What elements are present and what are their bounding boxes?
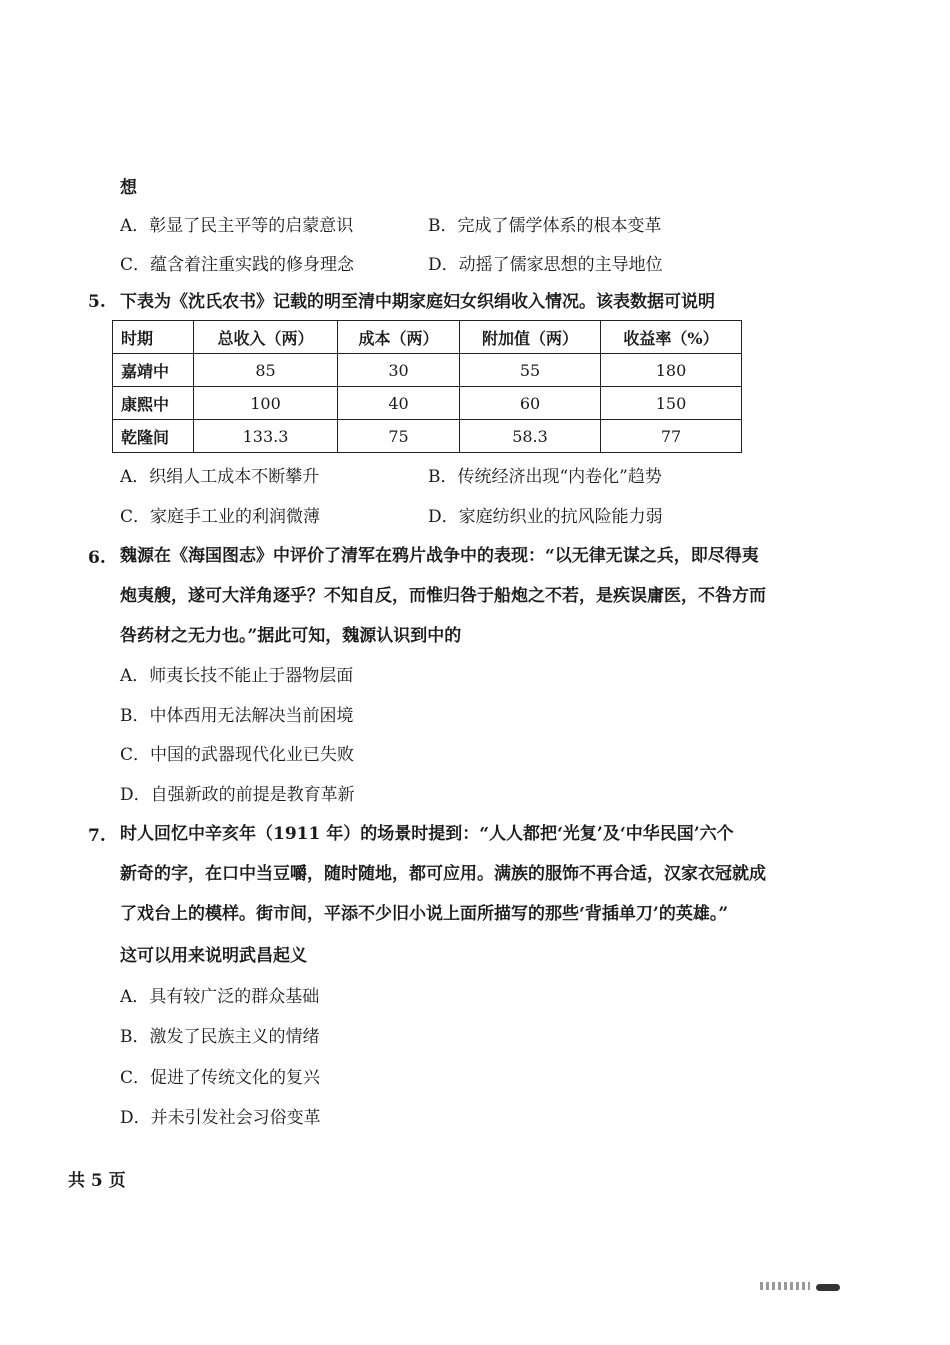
question-5-stem: 下表为《沈氏农书》记载的明至清中期家庭妇女织绢收入情况。该表数据可说明: [120, 292, 715, 312]
question-7-stem-line: 了戏台上的模样。街市间，平添不少旧小说上面所描写的那些‘背插单刀’的英雄。”: [120, 904, 729, 924]
watermark-text-blur: [760, 1282, 810, 1290]
question-5-number: 5.: [88, 292, 106, 312]
table-header-cell: 时期: [113, 321, 194, 354]
table-header-cell: 总收入（两）: [194, 321, 338, 354]
question-7-stem-line: 这可以用来说明武昌起义: [120, 946, 307, 966]
income-table: [112, 320, 742, 453]
question-7-number: 7.: [88, 826, 106, 846]
question-6-stem-line: 炮夷艘，遂可大洋角逐乎？不知自反，而惟归咎于船炮之不若，是疾误庸医，不咎方而: [120, 586, 766, 606]
question-6-number: 6.: [88, 548, 106, 568]
watermark-mark: [816, 1284, 840, 1291]
table-header-cell: 成本（两）: [338, 321, 460, 354]
q5-option-c[interactable]: C．家庭手工业的利润微薄: [120, 507, 321, 527]
question-7-stem-line: 时人回忆中辛亥年（1911 年）的场景时提到：“人人都把‘光复’及‘中华民国’六个: [120, 824, 734, 844]
table-cell: 75: [338, 420, 460, 453]
q7-option-d[interactable]: D．并未引发社会习俗变革: [120, 1108, 321, 1128]
question-7-stem-line: 新奇的字，在口中当豆嚼，随时随地，都可应用。满族的服饰不再合适，汉家衣冠就成: [120, 864, 766, 884]
table-cell: 乾隆间: [113, 420, 194, 453]
q7-option-b[interactable]: B．激发了民族主义的情绪: [120, 1027, 320, 1047]
table-cell: 150: [601, 387, 742, 420]
question-4-stem-tail: 想: [120, 178, 137, 198]
table-row: [113, 420, 742, 453]
table-cell: 30: [338, 354, 460, 387]
table-cell: 60: [460, 387, 601, 420]
table-cell: 180: [601, 354, 742, 387]
q5-option-d[interactable]: D．家庭纺织业的抗风险能力弱: [428, 507, 663, 527]
table-row: [113, 387, 742, 420]
q4-option-b[interactable]: B．完成了儒学体系的根本变革: [428, 216, 662, 236]
table-header-row: [113, 321, 742, 354]
q4-option-d[interactable]: D．动摇了儒家思想的主导地位: [428, 255, 663, 275]
table-cell: 58.3: [460, 420, 601, 453]
q7-option-a[interactable]: A．具有较广泛的群众基础: [120, 987, 320, 1007]
table-header-cell: 收益率（%）: [601, 321, 742, 354]
table-cell: 嘉靖中: [113, 354, 194, 387]
table-header-cell: 附加值（两）: [460, 321, 601, 354]
table-cell: 40: [338, 387, 460, 420]
question-6-stem-line: 魏源在《海国图志》中评价了清军在鸦片战争中的表现：“以无律无谋之兵，即尽得夷: [120, 546, 759, 566]
q5-option-a[interactable]: A．织绢人工成本不断攀升: [120, 467, 320, 487]
q4-option-a[interactable]: A．彰显了民主平等的启蒙意识: [120, 216, 354, 236]
q6-option-b[interactable]: B．中体西用无法解决当前困境: [120, 706, 354, 726]
page-count-footer: 共 5 页: [68, 1171, 126, 1191]
q6-option-d[interactable]: D．自强新政的前提是教育革新: [120, 785, 355, 805]
table-cell: 77: [601, 420, 742, 453]
table-row: [113, 354, 742, 387]
scan-watermark: [760, 1282, 842, 1292]
table-cell: 133.3: [194, 420, 338, 453]
table-cell: 100: [194, 387, 338, 420]
q6-option-a[interactable]: A．师夷长技不能止于器物层面: [120, 666, 354, 686]
q4-option-c[interactable]: C．蕴含着注重实践的修身理念: [120, 255, 355, 275]
q7-option-c[interactable]: C．促进了传统文化的复兴: [120, 1068, 321, 1088]
table-cell: 55: [460, 354, 601, 387]
q5-option-b[interactable]: B．传统经济出现“内卷化”趋势: [428, 467, 662, 487]
table-cell: 康熙中: [113, 387, 194, 420]
question-6-stem-line: 咎药材之无力也。”据此可知，魏源认识到中的: [120, 626, 462, 646]
q6-option-c[interactable]: C．中国的武器现代化业已失败: [120, 745, 355, 765]
table-cell: 85: [194, 354, 338, 387]
